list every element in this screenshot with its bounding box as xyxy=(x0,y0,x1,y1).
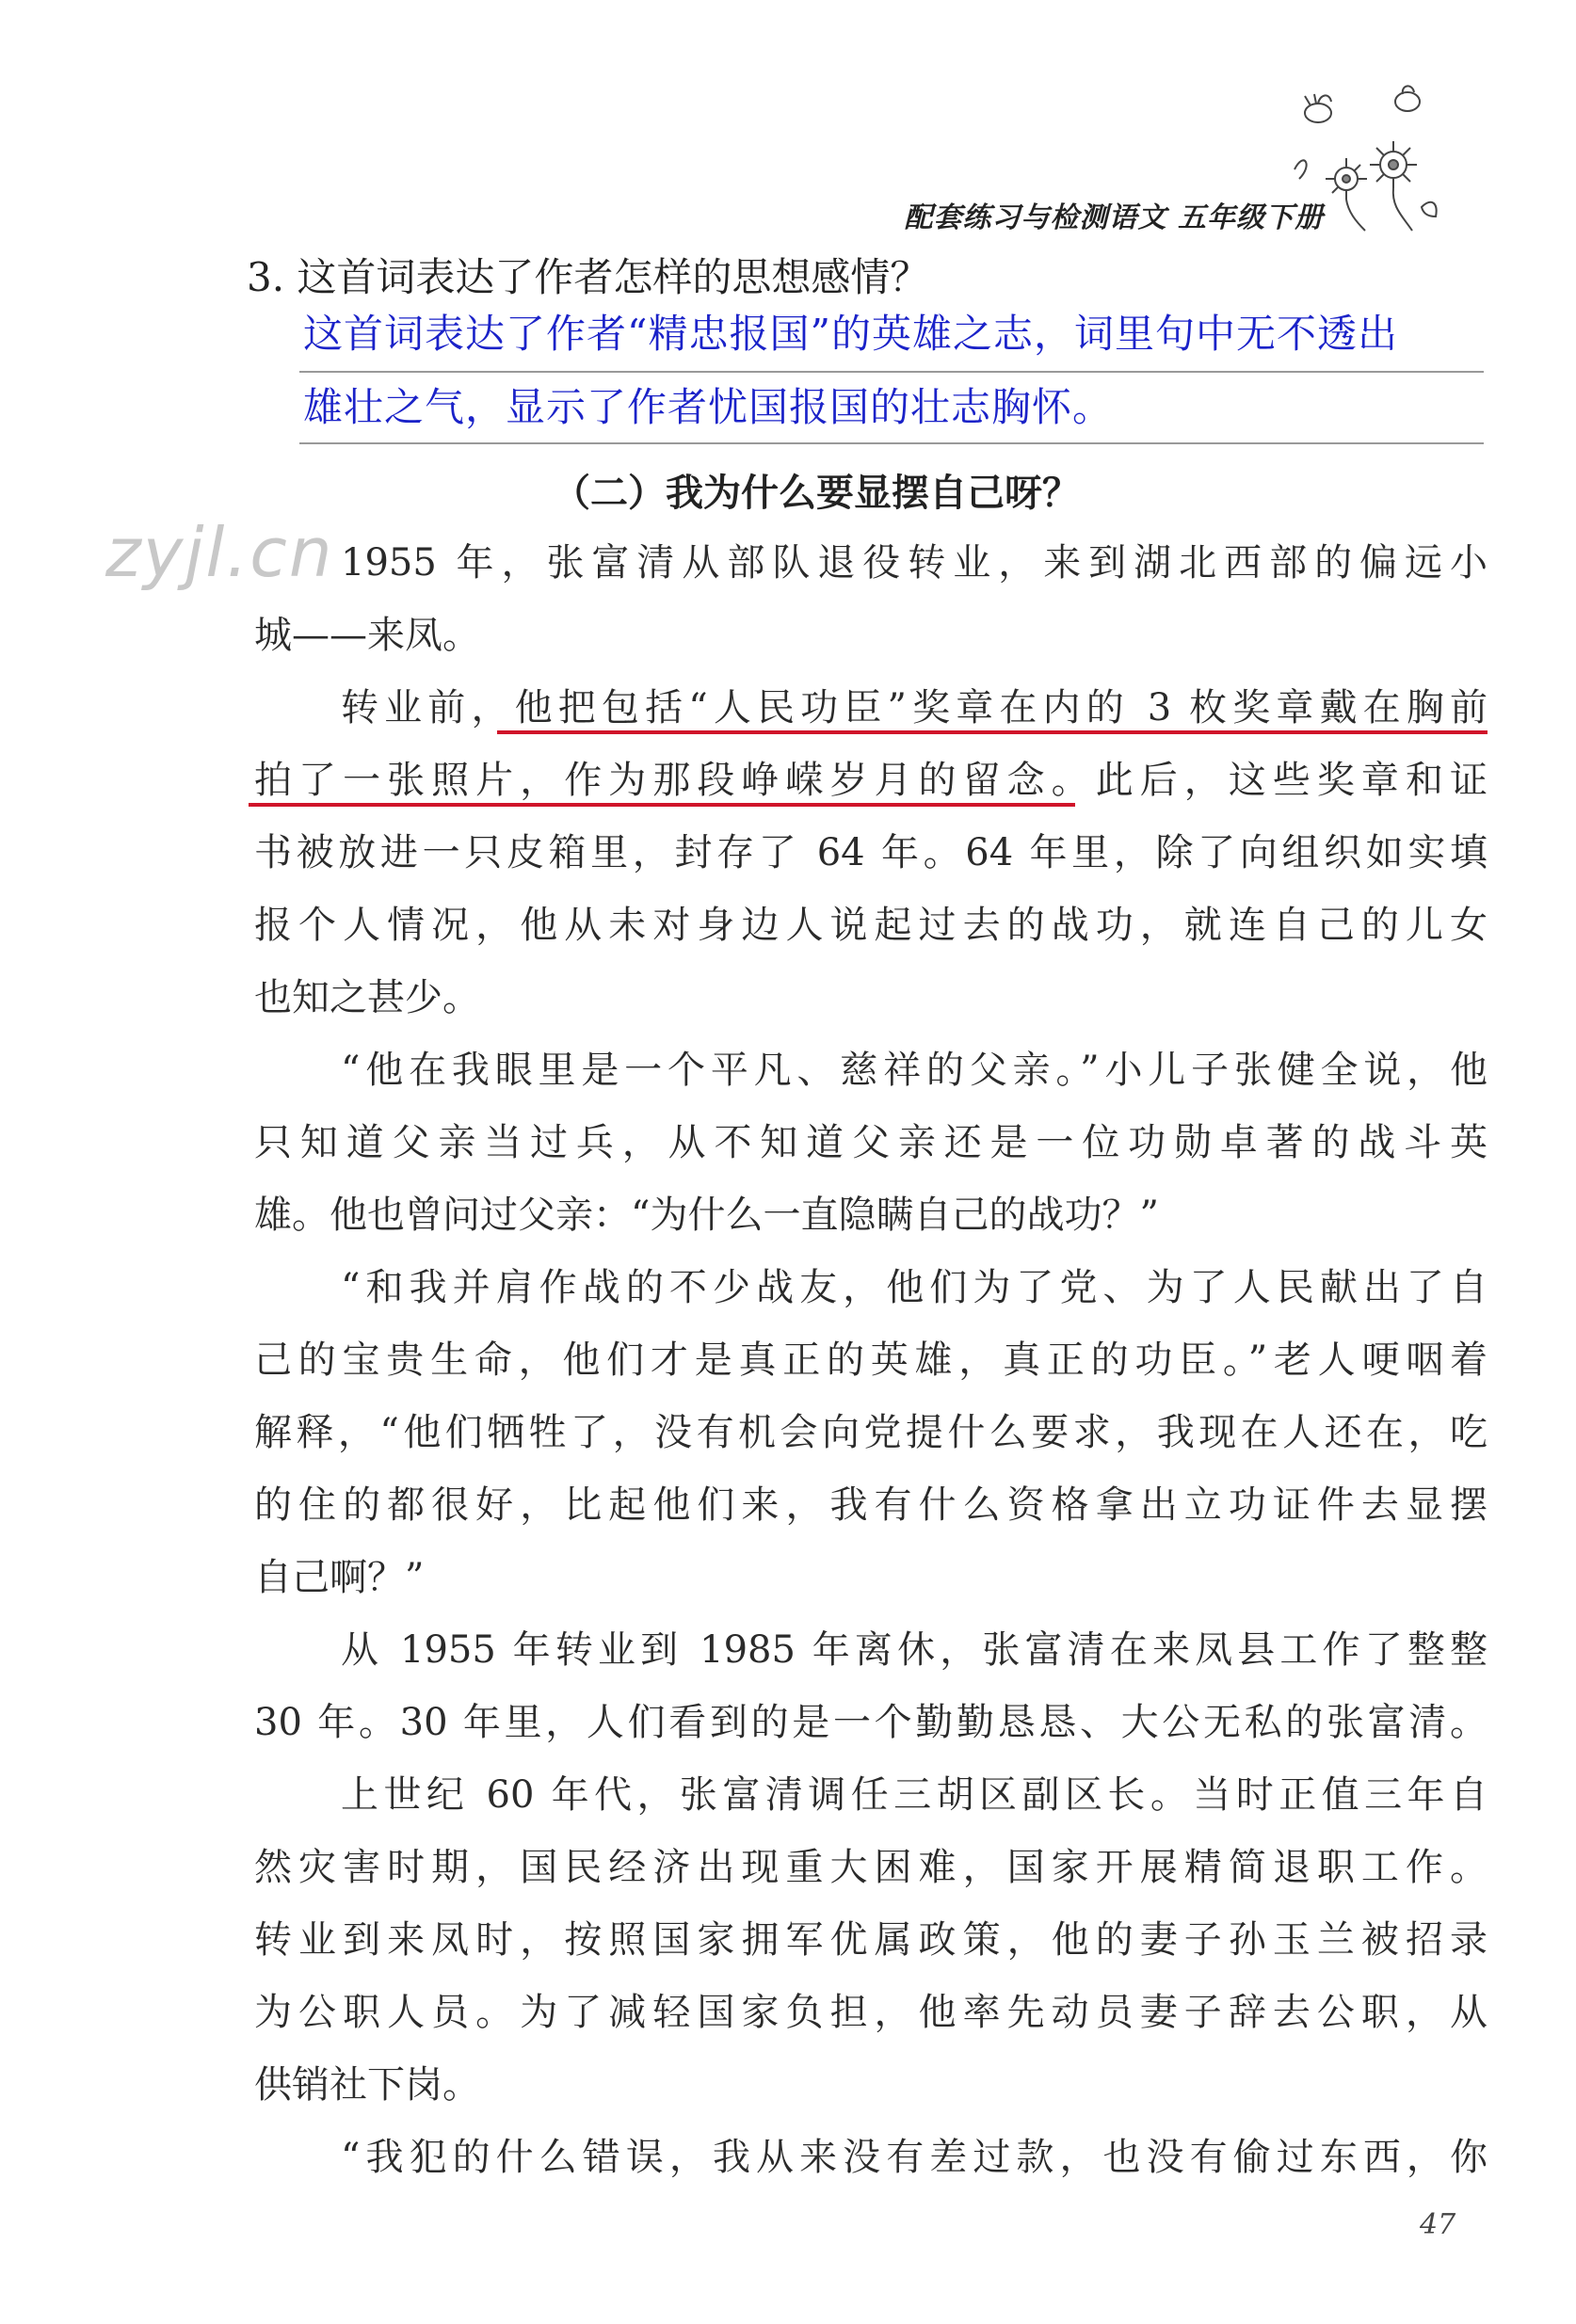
body-line: 拍了一张照片，作为那段峥嵘岁月的留念。此后，这些奖章和证 xyxy=(254,759,1488,802)
body-line: 报个人情况，他从未对身边人说起过去的战功，就连自己的儿女 xyxy=(254,904,1488,947)
body-line: 只知道父亲当过兵，从不知道父亲还是一位功勋卓著的战斗英 xyxy=(254,1121,1488,1164)
site-watermark: zyjl.cn xyxy=(105,513,334,592)
body-line: 供销社下岗。 xyxy=(254,2063,480,2107)
red-underline-2 xyxy=(249,803,1075,807)
body-line: 也知之甚少。 xyxy=(254,976,480,1019)
body-line: “和我并肩作战的不少战友，他们为了党、为了人民献出了自 xyxy=(341,1266,1488,1309)
body-line: 转业前，他把包括“人民功臣”奖章在内的 3 枚奖章戴在胸前 xyxy=(341,686,1488,729)
body-line: 雄。他也曾问过父亲：“为什么一直隐瞒自己的战功？” xyxy=(254,1194,1159,1237)
body-line: 上世纪 60 年代，张富清调任三胡区副区长。当时正值三年自 xyxy=(341,1773,1488,1817)
question-3: 3. 这首词表达了作者怎样的思想感情？ xyxy=(247,254,930,300)
body-line: 从 1955 年转业到 1985 年离休，张富清在来凤县工作了整整 xyxy=(341,1628,1488,1672)
body-line: 1955 年，张富清从部队退役转业，来到湖北西部的偏远小 xyxy=(341,541,1488,585)
body-line: 转业到来凤时，按照国家拥军优属政策，他的妻子孙玉兰被招录 xyxy=(254,1918,1488,1962)
page-number: 47 xyxy=(1420,2208,1456,2241)
body-line: 解释，“他们牺牲了，没有机会向党提什么要求，我现在人还在，吃 xyxy=(254,1411,1488,1454)
body-line: 的住的都很好，比起他们来，我有什么资格拿出立功证件去显摆 xyxy=(254,1483,1488,1527)
section-title: （二）我为什么要显摆自己呀？ xyxy=(553,472,1080,515)
red-underline-1 xyxy=(497,730,1488,734)
book-header-title: 配套练习与检测语文 五年级下册 xyxy=(904,201,1324,234)
answer-rule-1 xyxy=(299,371,1484,373)
body-line: 书被放进一只皮箱里，封存了 64 年。64 年里，除了向组织如实填 xyxy=(254,831,1488,874)
handwritten-answer-line-1: 这首词表达了作者“精忠报国”的英雄之志，词里句中无不透出 xyxy=(303,311,1398,357)
body-line: 城——来凤。 xyxy=(254,614,480,657)
body-line: 30 年。30 年里，人们看到的是一个勤勤恳恳、大公无私的张富清。 xyxy=(254,1701,1488,1744)
body-line: 然灾害时期，国民经济出现重大困难，国家开展精简退职工作。 xyxy=(254,1846,1488,1889)
handwritten-answer-line-2: 雄壮之气，显示了作者忧国报国的壮志胸怀。 xyxy=(303,384,1114,430)
body-line: 自己啊？” xyxy=(254,1556,425,1599)
body-line: “他在我眼里是一个平凡、慈祥的父亲。”小儿子张健全说，他 xyxy=(341,1049,1488,1092)
body-line: “我犯的什么错误，我从来没有差过款，也没有偷过东西，你 xyxy=(341,2136,1488,2179)
body-line: 为公职人员。为了减轻国家负担，他率先动员妻子辞去公职，从 xyxy=(254,1991,1488,2034)
body-line: 己的宝贵生命，他们才是真正的英雄，真正的功臣。”老人哽咽着 xyxy=(254,1338,1488,1382)
answer-rule-2 xyxy=(299,442,1484,444)
